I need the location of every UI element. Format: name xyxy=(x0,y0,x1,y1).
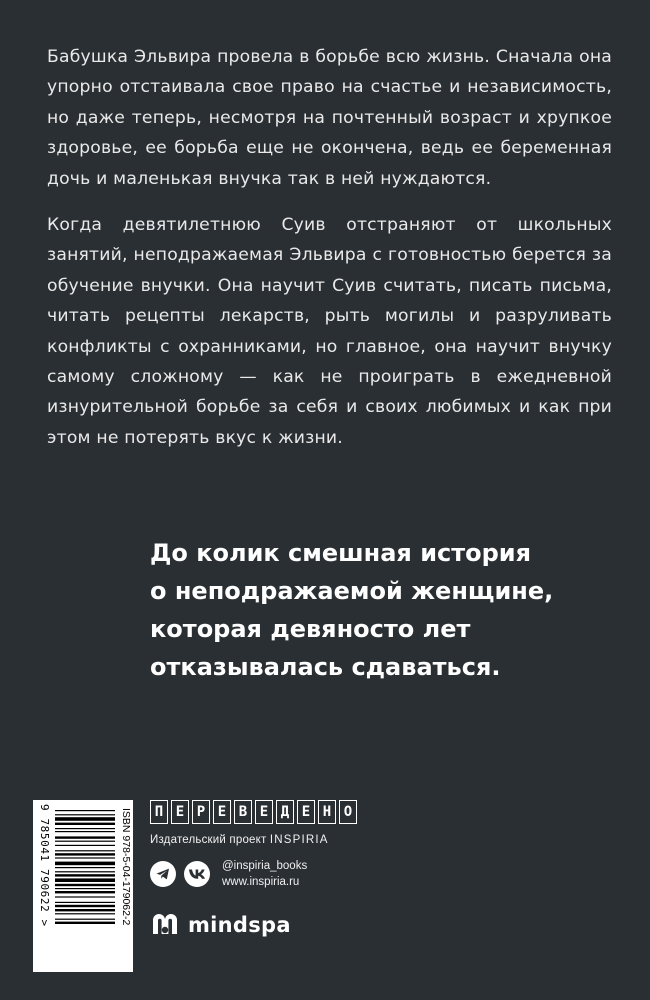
publisher-project xyxy=(150,834,410,846)
barcode-bar xyxy=(55,810,115,811)
barcode-bar xyxy=(55,905,115,907)
barcode-bars xyxy=(55,810,115,924)
barcode-bar xyxy=(55,922,115,924)
barcode-bar xyxy=(55,862,115,866)
publisher-block xyxy=(150,800,410,940)
book-description xyxy=(47,42,612,469)
barcode-bar xyxy=(55,871,115,872)
series-logo-pereved xyxy=(150,800,410,826)
barcode-bar xyxy=(55,828,115,829)
tagline xyxy=(150,534,570,686)
barcode-bar xyxy=(55,836,115,838)
barcode-bar xyxy=(55,845,115,846)
series-letter: О xyxy=(339,800,357,824)
description-paragraph-2: Когда девятилетнюю Суив отстраняют от школьных занятий, неподражаемая Эльвира с готовностью берется за обучение внучки. Она научит Суив считать, писать письма, читать рецепты лекарств, рыть могилы и разруливать конфликты с охранниками, но главное, она научит внучку самому сложному — как не проиграть в ежедневной изнурительной борьбе за себя и своих любимых и как при этом не потерять вкус к жизни. xyxy=(47,215,612,448)
mindspa-logo-icon xyxy=(150,910,180,940)
series-letter: П xyxy=(150,800,168,824)
barcode-bar xyxy=(55,909,115,911)
series-letter: В xyxy=(234,800,252,824)
series-letter: Е xyxy=(213,800,231,824)
barcode-bar xyxy=(55,857,115,858)
tagline-line-1: До колик смешная история xyxy=(150,539,532,567)
barcode-bar xyxy=(55,874,115,876)
telegram-icon[interactable] xyxy=(150,861,176,887)
tagline-line-4: отказывалась сдаваться. xyxy=(150,653,501,681)
barcode-bar xyxy=(55,884,115,886)
barcode-bar xyxy=(55,888,115,889)
isbn-barcode xyxy=(33,800,133,972)
social-links xyxy=(150,858,410,890)
barcode-bar xyxy=(55,896,115,897)
imprint-name: mindspa xyxy=(188,913,291,937)
imprint-logo xyxy=(150,910,410,940)
barcode-bar xyxy=(55,814,115,815)
series-letter: Н xyxy=(318,800,336,824)
barcode-bar xyxy=(55,841,115,842)
series-letter: Д xyxy=(276,800,294,824)
barcode-bar xyxy=(55,919,115,920)
tagline-line-3: которая девяносто лет xyxy=(150,615,471,643)
series-letter: Е xyxy=(297,800,315,824)
vk-icon[interactable] xyxy=(184,861,210,887)
social-contacts xyxy=(222,858,307,890)
barcode-bar xyxy=(55,853,115,855)
tagline-line-2: о неподражаемой женщине, xyxy=(150,577,554,605)
website-link[interactable]: www.inspiria.ru xyxy=(222,876,300,888)
barcode-bar xyxy=(55,850,115,851)
social-handle[interactable]: @inspiria_books xyxy=(222,860,308,872)
project-brand: INSPIRIA xyxy=(269,834,329,846)
barcode-bar xyxy=(55,867,115,868)
barcode-bar xyxy=(55,891,115,893)
barcode-bar xyxy=(55,902,115,903)
barcode-digits: 9 785041 790622 > xyxy=(38,804,51,927)
barcode-bar xyxy=(55,817,115,821)
description-paragraph-1: Бабушка Эльвира провела в борьбе всю жизнь. Сначала она упорно отстаивала свое право на счастье и независимость, но даже теперь, несмотря на почтенный возраст и хрупкое здоровье, ее борьба еще не окончена, ведь ее беременная дочь и маленькая внучка так в ней нуждаются. xyxy=(47,47,612,189)
series-letter: Р xyxy=(192,800,210,824)
barcode-bar xyxy=(55,913,115,914)
series-letter: Е xyxy=(255,800,273,824)
barcode-bar xyxy=(55,823,115,825)
series-letter: Е xyxy=(171,800,189,824)
isbn-text: ISBN 978-5-04-179062-2 xyxy=(120,808,132,926)
project-label: Издательский проект xyxy=(150,834,267,846)
barcode-bar xyxy=(55,831,115,832)
barcode-bar xyxy=(55,878,115,882)
